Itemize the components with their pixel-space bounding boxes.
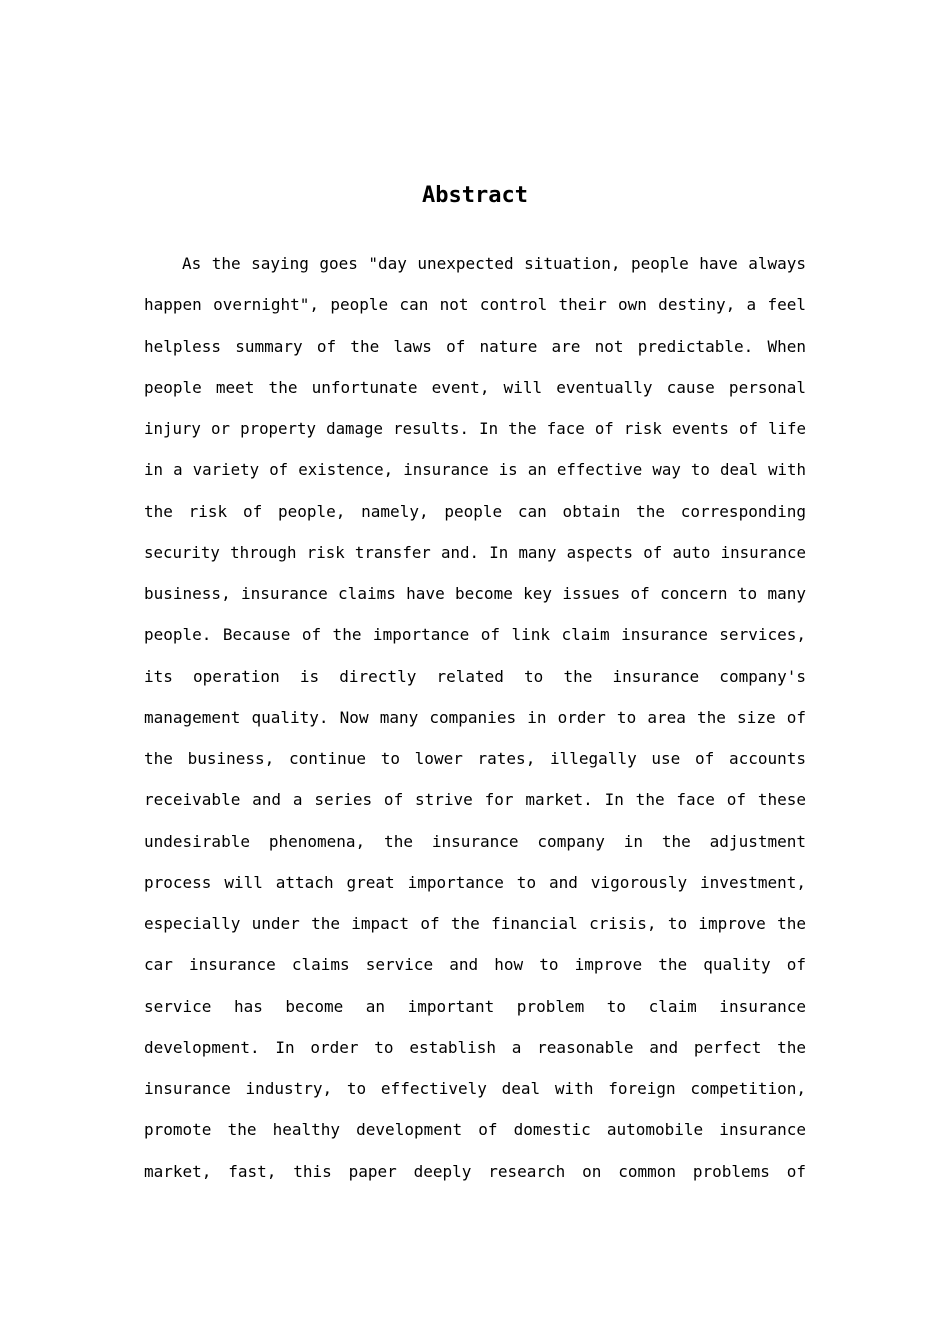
abstract-line: service has become an important problem to claim insurance bbox=[144, 996, 806, 1016]
abstract-line: happen overnight", people can not control their own destiny, a feel bbox=[144, 295, 806, 315]
abstract-line: the business, continue to lower rates, illegally use of accounts bbox=[144, 749, 806, 768]
abstract-line: people meet the unfortunate event, will eventually cause personal bbox=[144, 377, 806, 397]
abstract-line: receivable and a series of strive for market. In the face of these bbox=[144, 790, 806, 810]
abstract-line: business, insurance claims have become key issues of concern to many bbox=[144, 584, 806, 603]
abstract-line: injury or property damage results. In the face of risk events of life bbox=[144, 419, 806, 438]
abstract-line: the risk of people, namely, people can obtain the corresponding bbox=[144, 501, 806, 521]
abstract-line: promote the healthy development of domestic automobile insurance bbox=[144, 1120, 806, 1140]
abstract-line: in a variety of existence, insurance is an effective way to deal with bbox=[144, 460, 806, 480]
abstract-line: undesirable phenomena, the insurance company in the adjustment bbox=[144, 831, 806, 851]
abstract-line: management quality. Now many companies in order to area the size of bbox=[144, 707, 806, 727]
abstract-line: insurance industry, to effectively deal with foreign competition, bbox=[144, 1079, 806, 1098]
abstract-line: especially under the impact of the financial crisis, to improve the bbox=[144, 914, 806, 933]
abstract-line: process will attach great importance to and vigorously investment, bbox=[144, 872, 806, 892]
abstract-line: its operation is directly related to the insurance company's bbox=[144, 666, 806, 686]
abstract-line: As the saying goes "day unexpected situation, people have always bbox=[182, 254, 806, 273]
abstract-line: security through risk transfer and. In many aspects of auto insurance bbox=[144, 542, 806, 562]
abstract-line: people. Because of the importance of link claim insurance services, bbox=[144, 625, 806, 645]
abstract-line: market, fast, this paper deeply research on common problems of bbox=[144, 1161, 806, 1181]
abstract-line: development. In order to establish a reasonable and perfect the bbox=[144, 1037, 806, 1057]
abstract-body bbox=[144, 247, 806, 1196]
abstract-title: Abstract bbox=[422, 183, 528, 208]
abstract-line: car insurance claims service and how to improve the quality of bbox=[144, 955, 806, 975]
abstract-line: helpless summary of the laws of nature are not predictable. When bbox=[144, 336, 806, 356]
